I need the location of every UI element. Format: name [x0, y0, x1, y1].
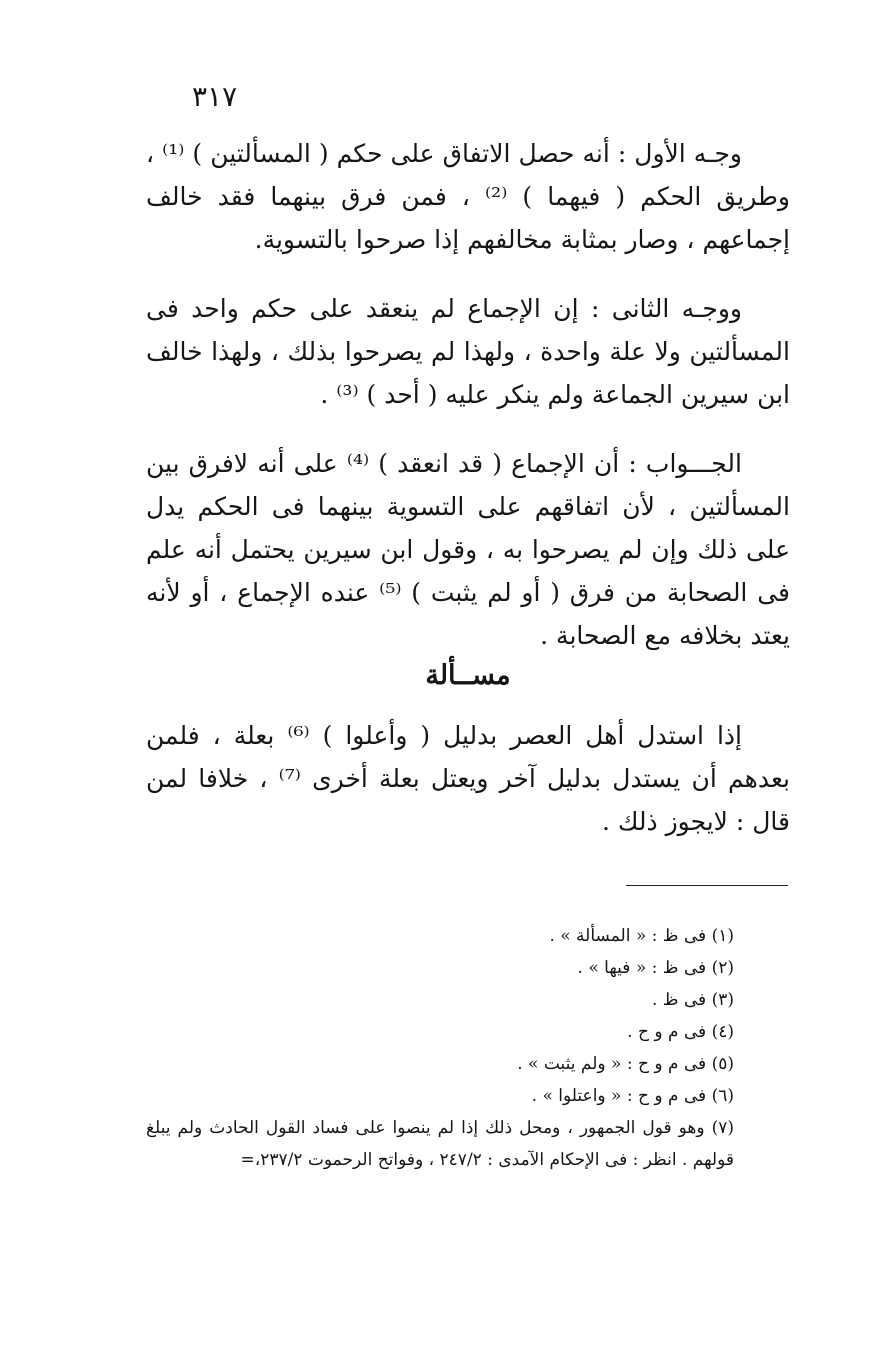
paragraph-answer — [146, 442, 790, 657]
footnote-7: (٧) وهو قول الجمهور ، ومحل ذلك إذا لم ينصوا على فساد القول الحادث ولم يبلغ قولهم . انظر : فى الإحكام الآمدى : ٢٤٧/٢ ، وفواتح الرحموت ٢٣٧/٢،= — [146, 1118, 734, 1170]
section-heading: مســألة — [425, 660, 511, 691]
footnote-2: (٢) فى ظ : « فيها » . — [577, 958, 734, 978]
footnote-4: (٤) فى م و ح . — [627, 1022, 734, 1042]
paragraph-text: الجـــواب : أن الإجماع ( قد انعقد ) ⁽⁴⁾ على أنه لافرق بين المسألتين ، لأن اتفاقهم على التسوية بينهما فى الحكم يدل على ذلك وإن لم يصرحوا به ، وقول ابن سيرين يحتمل أنه علم فى الصحابة من فرق ( أو لم يثبت ) ⁽⁵⁾ عنده الإجماع ، أو لأنه يعتد بخلافه مع الصحابة . — [146, 449, 790, 650]
footnote-3: (٣) فى ظ . — [651, 990, 734, 1010]
footnote-5: (٥) فى م و ح : « ولم يثبت » . — [517, 1054, 734, 1074]
paragraph-text: إذا استدل أهل العصر بدليل ( وأعلوا ) ⁽⁶⁾ بعلة ، فلمن بعدهم أن يستدل بدليل آخر ويعتل بعلة أخرى ⁽⁷⁾ ، خلافا لمن قال : لايجوز ذلك . — [146, 721, 790, 836]
footnotes — [146, 920, 788, 1176]
footnote-1: (١) فى ظ : « المسألة » . — [549, 926, 734, 946]
footnote-6: (٦) فى م و ح : « واعتلوا » . — [531, 1086, 734, 1106]
paragraph-second-aspect — [146, 287, 790, 416]
paragraph-issue — [146, 714, 790, 843]
paragraph-text: وجـه الأول : أنه حصل الاتفاق على حكم ( المسألتين ) ⁽¹⁾ ، وطريق الحكم ( فيهما ) ⁽²⁾ ، فمن فرق بينهما فقد خالف إجماعهم ، وصار بمثابة مخالفهم إذا صرحوا بالتسوية. — [146, 139, 790, 254]
paragraph-text: ووجـه الثانى : إن الإجماع لم ينعقد على حكم واحد فى المسألتين ولا علة واحدة ، ولهذا لم يصرحوا بذلك ، ولهذا خالف ابن سيرين الجماعة ولم ينكر عليه ( أحد ) ⁽³⁾ . — [146, 294, 790, 409]
paragraph-first-aspect — [146, 132, 790, 261]
page-number: ٣١٧ — [192, 80, 238, 113]
footnote-separator — [626, 885, 788, 886]
